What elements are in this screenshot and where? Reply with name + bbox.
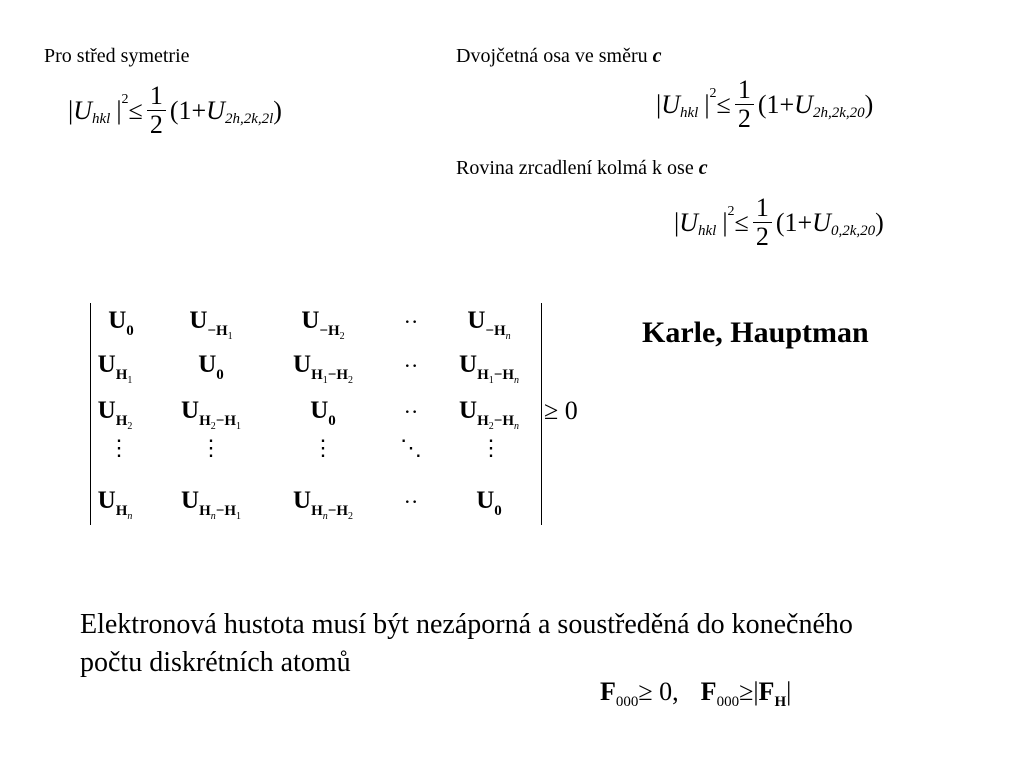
- u-symbol: U: [206, 95, 225, 125]
- determinant-geq-zero: ≥ 0: [544, 396, 578, 425]
- abs-bar: |: [674, 207, 680, 237]
- rhs-subscript: 2h,2k,20: [812, 105, 865, 121]
- half-fraction: [735, 76, 754, 133]
- fraction-denominator: 2: [147, 110, 166, 139]
- det-hdots: ··: [403, 353, 419, 378]
- fraction-denominator: 2: [753, 222, 772, 251]
- det-cell-u0: $U_0$: [310, 397, 336, 429]
- det-vdots: ⋮: [200, 435, 222, 460]
- rhs-subscript: 2h,2k,2l: [224, 111, 274, 127]
- det-cell-u-h1-minus-h2: $U_{H1-H2}$: [293, 351, 353, 386]
- equation-center-symmetry: [68, 82, 282, 139]
- half-fraction: [147, 82, 166, 139]
- hkl-subscript: hkl: [92, 111, 111, 127]
- center-of-symmetry-heading: Pro střed symetrie: [44, 45, 190, 67]
- mirror-plane-heading: [456, 157, 708, 180]
- close-paren: ): [864, 89, 874, 119]
- open-paren-one: (1: [775, 207, 798, 237]
- twofold-axis-heading-text: Dvojčetná osa ve směru: [456, 45, 653, 67]
- karle-hauptman-determinant: [90, 303, 542, 525]
- f-symbol: F: [758, 677, 775, 706]
- det-hdots: ··: [403, 309, 419, 334]
- det-cell-u-h1: $U_{H1}$: [97, 351, 133, 386]
- det-vdots: ⋮: [312, 435, 334, 460]
- fraction-denominator: 2: [735, 104, 754, 133]
- square-exponent: 2: [727, 203, 735, 219]
- open-paren-one: (1: [169, 95, 192, 125]
- u-symbol: U: [679, 207, 698, 237]
- det-cell-u-hn-minus-h1: $U_{Hn-H1}$: [181, 487, 241, 522]
- mirror-plane-variable: c: [698, 157, 708, 179]
- det-cell-u-hn-minus-h2: $U_{Hn-H2}$: [293, 487, 353, 522]
- equation-mirror-plane: [674, 194, 884, 251]
- close-paren: ): [273, 95, 282, 125]
- u-symbol: U: [812, 207, 831, 237]
- det-cell-u-h2-minus-hn: $U_{H2-Hn}$: [459, 397, 519, 432]
- karle-hauptman-label: Karle, Hauptman: [642, 316, 869, 349]
- det-cell-u0: $U_0$: [476, 487, 502, 519]
- abs-bar: |: [704, 89, 710, 119]
- det-cell-u-h2-minus-h1: $U_{H2-H1}$: [181, 397, 241, 432]
- f-subscript-000: 000: [716, 694, 740, 710]
- geq-abs-bar: ≥|: [739, 677, 759, 706]
- close-paren: ): [875, 207, 884, 237]
- det-cell-u-minus-h2: $U_{-H2}$: [301, 307, 345, 342]
- det-cell-u-minus-hn: $U_{-Hn}$: [467, 307, 511, 342]
- det-cell-u-h2: $U_{H2}$: [97, 397, 133, 432]
- open-paren-one: (1: [757, 89, 780, 119]
- fraction-numerator: 1: [737, 75, 751, 104]
- det-cell-u-minus-h1: $U_{-H1}$: [189, 307, 233, 342]
- det-hdots: ··: [403, 399, 419, 424]
- square-exponent: 2: [709, 85, 717, 101]
- det-vdots: ⋮: [480, 435, 502, 460]
- electron-density-statement: Elektronová hustota musí být nezáporná a soustředěná do konečného počtu diskrétních atomů: [80, 609, 853, 678]
- plus-sign: +: [797, 207, 813, 237]
- mirror-plane-heading-text: Rovina zrcadlení kolmá k ose: [456, 157, 699, 179]
- plus-sign: +: [191, 95, 207, 125]
- abs-bar: |: [68, 95, 74, 125]
- det-vdots: ⋮: [108, 435, 130, 460]
- det-hdots: ··: [403, 489, 419, 514]
- u-symbol: U: [794, 89, 813, 119]
- abs-bar: |: [116, 95, 122, 125]
- leq-sign: ≤: [734, 207, 749, 237]
- f-symbol: F: [600, 677, 616, 706]
- abs-bar: |: [722, 207, 728, 237]
- rhs-subscript: 0,2k,20: [830, 223, 876, 239]
- abs-bar: |: [786, 677, 792, 706]
- h-subscript: H: [774, 694, 787, 710]
- det-cell-u-h1-minus-hn: $U_{H1-Hn}$: [459, 351, 519, 386]
- u-symbol: U: [73, 95, 92, 125]
- square-exponent: 2: [121, 91, 129, 107]
- abs-bar: |: [656, 89, 662, 119]
- leq-sign: ≤: [128, 95, 143, 125]
- equation-twofold-axis: [656, 76, 873, 133]
- twofold-axis-heading: [456, 45, 662, 68]
- geq-zero-text: ≥ 0,: [638, 677, 679, 706]
- fraction-numerator: 1: [149, 81, 163, 110]
- f-symbol: F: [700, 677, 717, 706]
- det-cell-u0: $U_0$: [108, 307, 134, 339]
- hkl-subscript: hkl: [698, 223, 717, 239]
- twofold-axis-variable: c: [652, 45, 662, 67]
- fraction-numerator: 1: [755, 193, 769, 222]
- plus-sign: +: [779, 89, 795, 119]
- det-cell-u-hn: $U_{Hn}$: [97, 487, 133, 522]
- hkl-subscript: hkl: [680, 105, 699, 121]
- u-symbol: U: [661, 89, 680, 119]
- det-cell-u0: $U_0$: [198, 351, 224, 383]
- half-fraction: [753, 194, 772, 251]
- det-ddots: ⋱: [400, 435, 422, 460]
- f000-inequality: [600, 677, 792, 710]
- leq-sign: ≤: [716, 89, 731, 119]
- f-subscript-000: 000: [615, 694, 639, 710]
